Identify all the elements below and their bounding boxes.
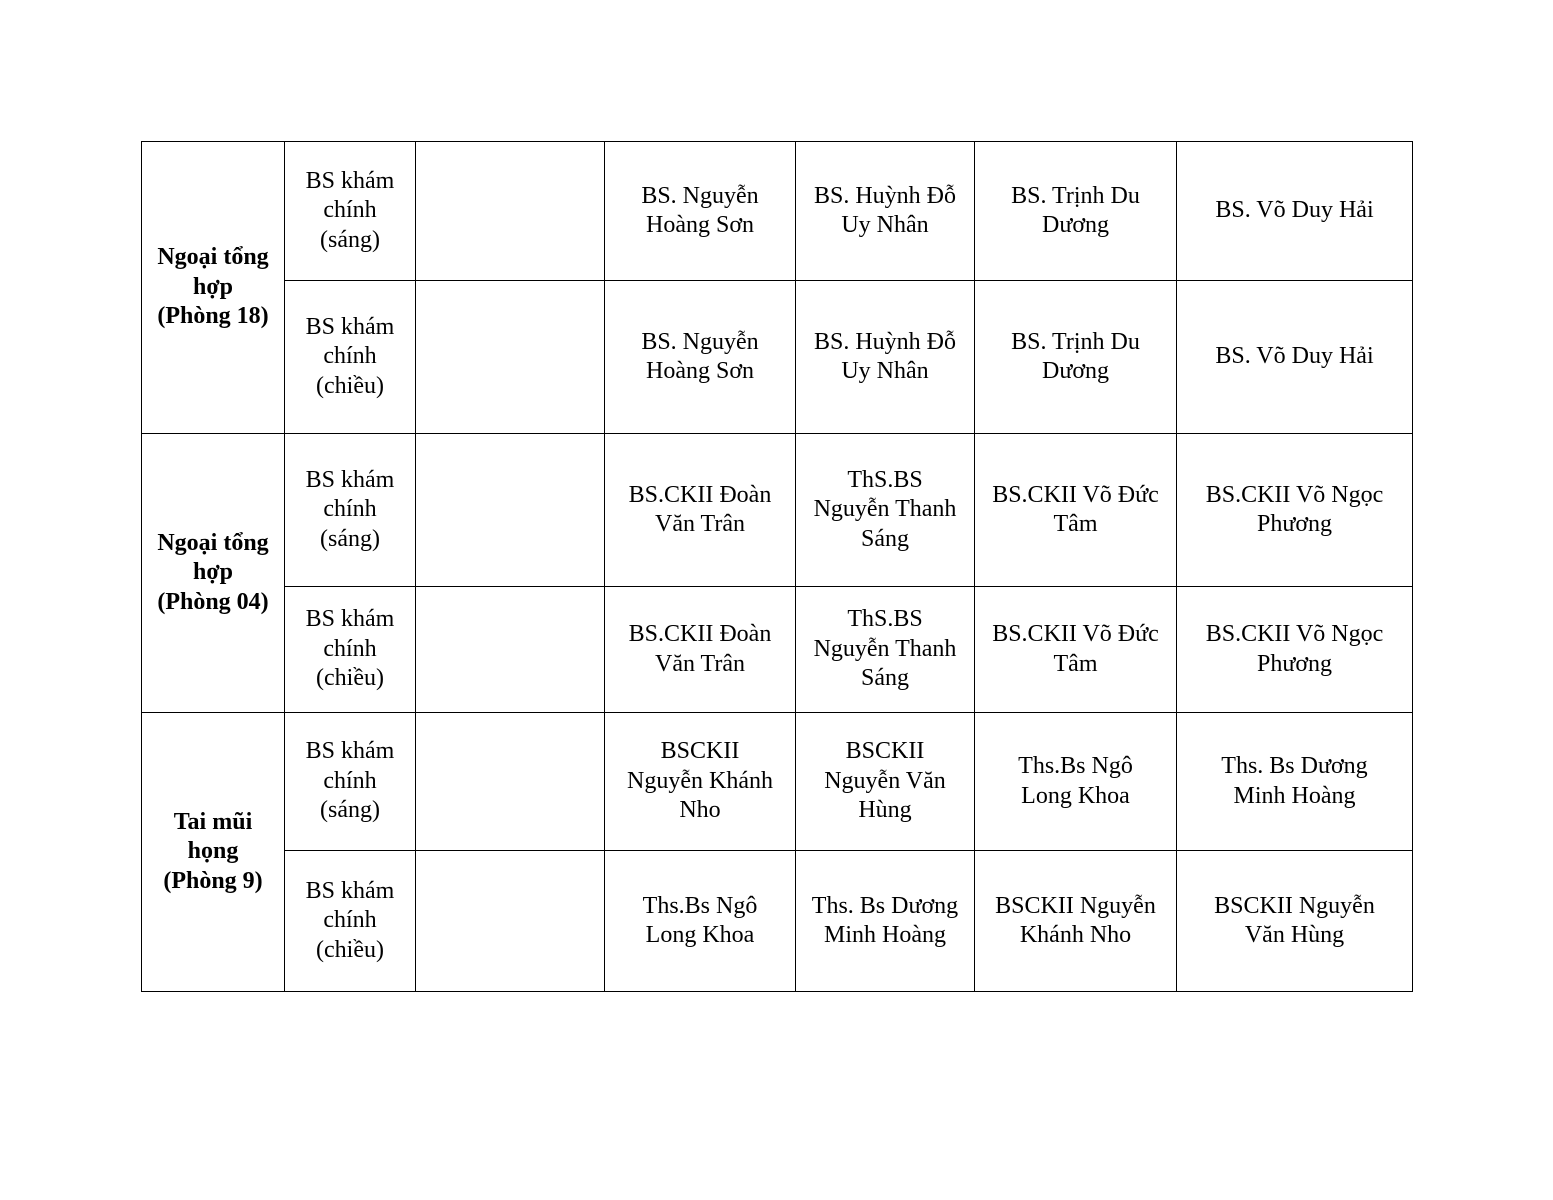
doctor-cell: BS. Nguyễn Hoàng Sơn (605, 281, 796, 434)
doctor-cell: BSCKII Nguyễn Khánh Nho (975, 851, 1177, 992)
role-cell: BS khám chính (chiều) (285, 851, 416, 992)
role-cell: BS khám chính (sáng) (285, 713, 416, 851)
table-row (142, 713, 1413, 851)
role-cell: BS khám chính (sáng) (285, 434, 416, 587)
doctor-cell: ThS.BS Nguyễn Thanh Sáng (796, 434, 975, 587)
doctor-cell: BS.CKII Đoàn Văn Trân (605, 587, 796, 713)
doctor-schedule-table (141, 141, 1413, 992)
doctor-cell: ThS.BS Nguyễn Thanh Sáng (796, 587, 975, 713)
doctor-cell: BSCKII Nguyễn Văn Hùng (796, 713, 975, 851)
doctor-cell: BS. Trịnh Du Dương (975, 281, 1177, 434)
table-row (142, 851, 1413, 992)
table-row (142, 281, 1413, 434)
blank-cell (416, 851, 605, 992)
department-cell: Ngoại tổng hợp (Phòng 18) (142, 142, 285, 434)
doctor-cell: BS. Nguyễn Hoàng Sơn (605, 142, 796, 281)
doctor-cell: BS.CKII Võ Đức Tâm (975, 434, 1177, 587)
doctor-cell: BSCKII Nguyễn Khánh Nho (605, 713, 796, 851)
doctor-cell: BS. Huỳnh Đỗ Uy Nhân (796, 281, 975, 434)
doctor-cell: Ths. Bs Dương Minh Hoàng (796, 851, 975, 992)
role-cell: BS khám chính (sáng) (285, 142, 416, 281)
department-cell: Ngoại tổng hợp (Phòng 04) (142, 434, 285, 713)
doctor-cell: BS. Huỳnh Đỗ Uy Nhân (796, 142, 975, 281)
doctor-cell: BS.CKII Đoàn Văn Trân (605, 434, 796, 587)
blank-cell (416, 434, 605, 587)
department-cell: Tai mũi họng (Phòng 9) (142, 713, 285, 992)
table-row (142, 587, 1413, 713)
blank-cell (416, 713, 605, 851)
table-row (142, 142, 1413, 281)
doctor-cell: Ths. Bs Dương Minh Hoàng (1177, 713, 1413, 851)
table-row (142, 434, 1413, 587)
doctor-cell: BS. Trịnh Du Dương (975, 142, 1177, 281)
doctor-cell: Ths.Bs Ngô Long Khoa (605, 851, 796, 992)
role-cell: BS khám chính (chiều) (285, 587, 416, 713)
doctor-cell: BS. Võ Duy Hải (1177, 142, 1413, 281)
doctor-cell: BS.CKII Võ Đức Tâm (975, 587, 1177, 713)
doctor-cell: BS.CKII Võ Ngọc Phương (1177, 587, 1413, 713)
role-cell: BS khám chính (chiều) (285, 281, 416, 434)
blank-cell (416, 587, 605, 713)
blank-cell (416, 142, 605, 281)
doctor-cell: Ths.Bs Ngô Long Khoa (975, 713, 1177, 851)
doctor-cell: BS.CKII Võ Ngọc Phương (1177, 434, 1413, 587)
doctor-cell: BSCKII Nguyễn Văn Hùng (1177, 851, 1413, 992)
doctor-cell: BS. Võ Duy Hải (1177, 281, 1413, 434)
blank-cell (416, 281, 605, 434)
